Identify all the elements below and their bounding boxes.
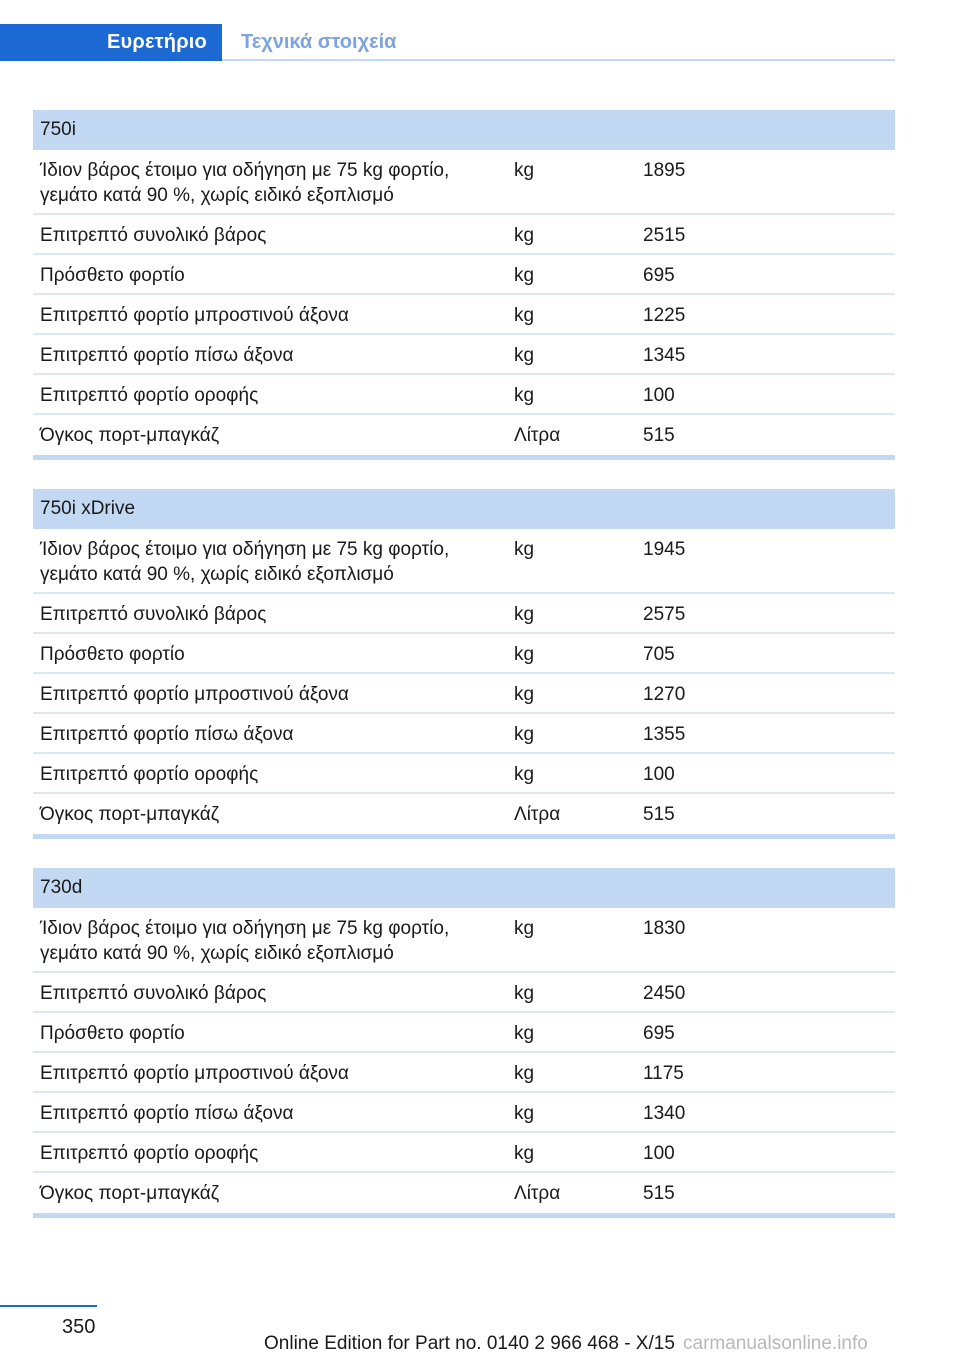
table-row <box>33 1093 895 1133</box>
table-bottom-rule <box>33 1213 895 1218</box>
row-label: Επιτρεπτό φορτίο μπροστινού άξονα <box>40 305 349 326</box>
table-row <box>33 255 895 295</box>
row-unit: Λίτρα <box>514 1183 561 1204</box>
row-unit: kg <box>514 385 535 406</box>
row-value: 695 <box>643 1023 675 1044</box>
row-label: Ίδιον βάρος έτοιμο για οδήγηση με 75 kg φορτίο, γεμάτο κατά 90 %, χωρίς ειδικό εξοπλισμό <box>40 539 450 585</box>
edition-note: Online Edition for Part no. 0140 2 966 468 - X/15 <box>264 1333 675 1354</box>
header-divider <box>222 59 895 61</box>
row-unit: kg <box>514 764 535 785</box>
footer-accent-line <box>0 1305 97 1307</box>
row-label: Επιτρεπτό συνολικό βάρος <box>40 604 267 625</box>
table-row <box>33 634 895 674</box>
row-value: 1355 <box>643 724 686 745</box>
tab-index[interactable]: Ευρετήριο <box>0 24 222 61</box>
row-unit: kg <box>514 160 535 181</box>
table-row <box>33 754 895 794</box>
table-row <box>33 594 895 634</box>
row-value: 515 <box>643 1183 675 1204</box>
table-row <box>33 1053 895 1093</box>
row-label: Επιτρεπτό φορτίο οροφής <box>40 385 259 406</box>
table-row <box>33 794 895 834</box>
table-row <box>33 335 895 375</box>
table-header: 750i <box>33 110 895 150</box>
table-row <box>33 415 895 455</box>
row-unit: kg <box>514 684 535 705</box>
tab-technical-data[interactable]: Τεχνικά στοιχεία <box>241 31 397 53</box>
row-value: 1270 <box>643 684 686 705</box>
row-label: Επιτρεπτό φορτίο μπροστινού άξονα <box>40 1063 349 1084</box>
row-unit: kg <box>514 1023 535 1044</box>
row-unit: kg <box>514 1103 535 1124</box>
row-value: 1345 <box>643 345 686 366</box>
page-number: 350 <box>62 1316 96 1338</box>
row-label: Πρόσθετο φορτίο <box>40 644 185 665</box>
row-label: Επιτρεπτό φορτίο πίσω άξονα <box>40 345 294 366</box>
row-label: Επιτρεπτό συνολικό βάρος <box>40 225 267 246</box>
row-label: Όγκος πορτ-μπαγκάζ <box>40 804 220 825</box>
spec-table-750i-xdrive <box>33 489 895 839</box>
row-unit: kg <box>514 983 535 1004</box>
table-row <box>33 375 895 415</box>
row-unit: kg <box>514 305 535 326</box>
row-unit: kg <box>514 265 535 286</box>
table-row <box>33 295 895 335</box>
row-label: Ίδιον βάρος έτοιμο για οδήγηση με 75 kg φορτίο, γεμάτο κατά 90 %, χωρίς ειδικό εξοπλισμό <box>40 918 450 964</box>
row-unit: kg <box>514 345 535 366</box>
row-value: 100 <box>643 764 675 785</box>
row-value: 705 <box>643 644 675 665</box>
spec-table-750i <box>33 110 895 460</box>
row-value: 1340 <box>643 1103 686 1124</box>
row-label: Όγκος πορτ-μπαγκάζ <box>40 1183 220 1204</box>
row-unit: kg <box>514 724 535 745</box>
row-unit: kg <box>514 918 535 939</box>
row-unit: kg <box>514 1063 535 1084</box>
row-unit: kg <box>514 1143 535 1164</box>
watermark: carmanualsonline.info <box>683 1333 868 1354</box>
row-value: 1175 <box>643 1063 684 1084</box>
row-label: Επιτρεπτό φορτίο οροφής <box>40 1143 259 1164</box>
row-value: 100 <box>643 1143 675 1164</box>
table-row <box>33 714 895 754</box>
row-unit: kg <box>514 604 535 625</box>
table-bottom-rule <box>33 455 895 460</box>
row-unit: kg <box>514 539 535 560</box>
spec-table-730d <box>33 868 895 1218</box>
row-value: 695 <box>643 265 675 286</box>
row-value: 515 <box>643 804 675 825</box>
row-value: 1225 <box>643 305 686 326</box>
row-value: 1895 <box>643 160 686 181</box>
row-value: 1945 <box>643 539 686 560</box>
row-label: Επιτρεπτό φορτίο οροφής <box>40 764 259 785</box>
row-label: Όγκος πορτ-μπαγκάζ <box>40 425 220 446</box>
row-value: 2515 <box>643 225 686 246</box>
table-bottom-rule <box>33 834 895 839</box>
row-label: Επιτρεπτό φορτίο πίσω άξονα <box>40 1103 294 1124</box>
row-value: 1830 <box>643 918 686 939</box>
row-label: Επιτρεπτό συνολικό βάρος <box>40 983 267 1004</box>
table-header: 750i xDrive <box>33 489 895 529</box>
row-unit: Λίτρα <box>514 804 561 825</box>
row-unit: kg <box>514 644 535 665</box>
table-row <box>33 529 895 594</box>
table-row <box>33 1173 895 1213</box>
row-label: Επιτρεπτό φορτίο πίσω άξονα <box>40 724 294 745</box>
row-value: 515 <box>643 425 675 446</box>
row-label: Πρόσθετο φορτίο <box>40 265 185 286</box>
table-header: 730d <box>33 868 895 908</box>
table-row <box>33 973 895 1013</box>
table-row <box>33 215 895 255</box>
row-label: Πρόσθετο φορτίο <box>40 1023 185 1044</box>
row-value: 2575 <box>643 604 686 625</box>
row-unit: kg <box>514 225 535 246</box>
table-row <box>33 1013 895 1053</box>
row-unit: Λίτρα <box>514 425 561 446</box>
table-row <box>33 1133 895 1173</box>
row-label: Ίδιον βάρος έτοιμο για οδήγηση με 75 kg φορτίο, γεμάτο κατά 90 %, χωρίς ειδικό εξοπλισμό <box>40 160 450 206</box>
top-navigation <box>0 24 895 61</box>
row-value: 2450 <box>643 983 686 1004</box>
table-row <box>33 908 895 973</box>
row-label: Επιτρεπτό φορτίο μπροστινού άξονα <box>40 684 349 705</box>
row-value: 100 <box>643 385 675 406</box>
table-row <box>33 674 895 714</box>
table-row <box>33 150 895 215</box>
